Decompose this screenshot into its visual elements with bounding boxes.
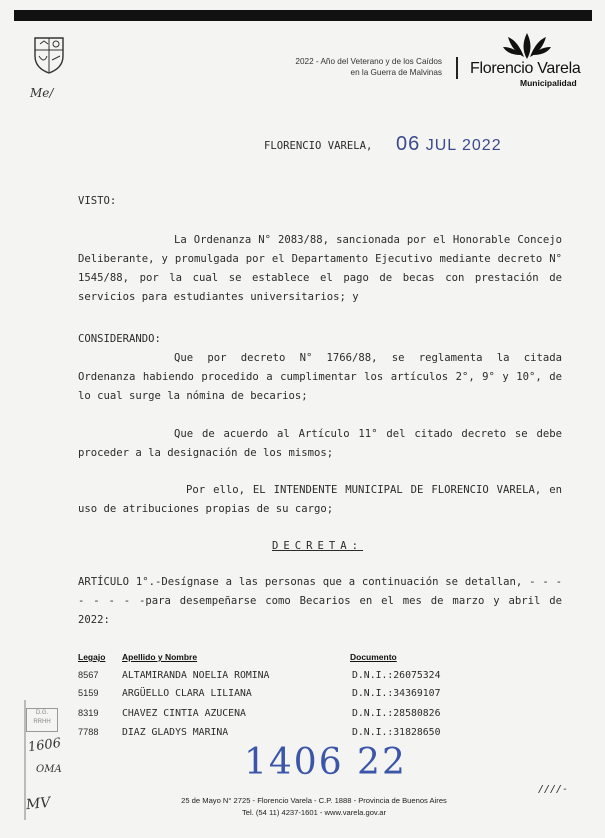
date-month-year: JUL 2022 [420, 137, 502, 154]
brand-name: Florencio Varela [470, 60, 581, 77]
legajo-cell: 5159 [78, 688, 99, 698]
decreta-heading: DECRETA: [272, 540, 364, 552]
nombre-cell: ALTAMIRANDA NOELIA ROMINA [122, 670, 270, 681]
side-stamp [26, 708, 58, 732]
resolution-number-stamp: 1406 22 [244, 742, 407, 783]
handwritten-note: MV [25, 794, 52, 814]
page-continuation-mark: ////- [538, 784, 569, 795]
articulo-1: ARTÍCULO 1°.-Desígnase a las personas que a continuación se detallan, - - - - - - - -para desempeñarse como Becarios en el mes de marzo y abril de 2022: [78, 576, 562, 626]
documento-cell: D.N.I.:34369107 [352, 688, 441, 699]
considerando-text-3: Por ello, EL INTENDENTE MUNICIPAL DE FLORENCIO VARELA, en uso de atribuciones propias de su cargo; [78, 484, 562, 515]
documento-cell: D.N.I.:26075324 [352, 670, 441, 681]
header-documento: Documento [350, 652, 397, 662]
considerando-text-2: Que de acuerdo al Artículo 11° del citado decreto se debe proceder a la designación de los mismos; [78, 428, 562, 459]
date-stamp [396, 133, 502, 156]
caption-line-2: en la Guerra de Malvinas [350, 68, 442, 77]
documento-cell: D.N.I.:28580826 [352, 708, 441, 719]
legajo-cell: 8319 [78, 708, 99, 718]
nombre-cell: DIAZ GLADYS MARINA [122, 727, 229, 738]
caption-line-1: 2022 - Año del Veterano y de los Caídos [295, 57, 442, 66]
footer-contact: Tel. (54 11) 4237-1601 - www.varela.gov.ar [241, 808, 387, 817]
considerando-paragraph-2 [78, 425, 562, 463]
handwritten-note: OMA [36, 764, 62, 775]
handwritten-note: 1606 [27, 735, 62, 756]
considerando-paragraph-1 [78, 349, 562, 406]
handwritten-note: Me/ [30, 86, 54, 100]
table-row [78, 688, 558, 706]
documento-cell: D.N.I.:31828650 [352, 727, 441, 738]
top-black-bar [14, 10, 592, 21]
footer-address: 25 de Mayo N° 2725 - Florencio Varela - C.P. 1888 - Provincia de Buenos Aires [181, 796, 447, 805]
visto-text: La Ordenanza N° 2083/88, sancionada por el Honorable Concejo Deliberante, y promulgada por el Departamento Ejecutivo mediante decreto N° 1545/88, por la cual se establece el pago de becas con prestación de servicios para estudiantes universitarios; y [78, 234, 562, 303]
nombre-cell: ARGÜELLO CLARA LILIANA [122, 688, 252, 699]
side-stamp-line-2: RRHH [33, 719, 51, 725]
header-divider [456, 57, 458, 79]
considerando-heading: CONSIDERANDO: [78, 333, 161, 345]
year-caption [232, 56, 442, 78]
side-stamp-line-1: D.G. [35, 710, 49, 716]
florencio-varela-logo-icon [502, 27, 552, 61]
table-row [78, 708, 558, 726]
considerando-paragraph-3 [78, 481, 562, 519]
legajo-cell: 8567 [78, 670, 99, 680]
header-nombre: Apellido y Nombre [122, 652, 198, 662]
date-day: 06 [396, 133, 421, 155]
brand-subtitle: Municipalidad [520, 78, 577, 88]
legajo-cell: 7788 [78, 727, 99, 737]
coat-of-arms-icon [32, 34, 66, 74]
considerando-text-1: Que por decreto N° 1766/88, se reglamenta la citada Ordenanza habiendo procedido a cumplimentar los artículos 2°, 9° y 10°, de lo cual surge la nómina de becarios; [78, 352, 562, 402]
nombre-cell: CHAVEZ CINTIA AZUCENA [122, 708, 246, 719]
header-legajo: Legajo [78, 652, 106, 662]
place-name: FLORENCIO VARELA, [264, 140, 373, 152]
visto-paragraph [78, 231, 562, 307]
visto-heading: VISTO: [78, 195, 117, 207]
table-row [78, 670, 558, 688]
